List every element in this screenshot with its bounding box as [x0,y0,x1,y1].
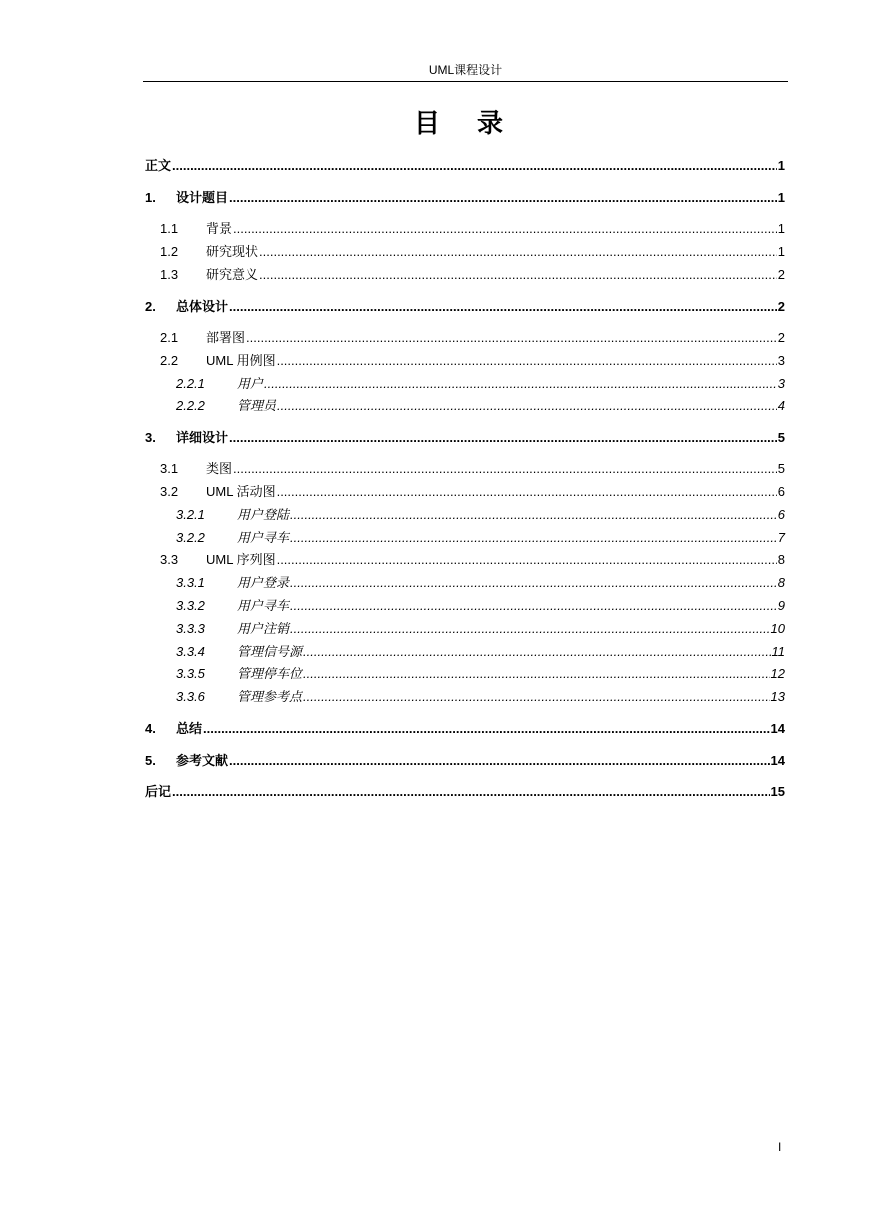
toc-entry-page: 2 [777,267,785,282]
toc-entry-number: 1.2 [160,244,179,259]
toc-entry[interactable] [145,529,785,547]
toc-entry[interactable] [145,506,785,524]
toc-entry[interactable] [145,597,785,615]
toc-entry-page: 4 [777,398,785,413]
toc-entry-number: 3.1 [160,461,179,476]
toc-dot-leader [259,266,777,284]
toc-entry[interactable] [145,429,785,447]
toc-entry-label: 背景 [206,221,233,236]
toc-entry-number: 2.2.1 [176,376,205,391]
toc-entry-number: 4. [145,721,156,736]
toc-entry-page: 5 [777,430,785,445]
toc-dot-leader [290,529,777,547]
toc-title: 目 录 [413,109,518,139]
toc-dot-leader [264,375,777,393]
toc-entry-page: 13 [770,689,785,704]
toc-entry-label: 管理停车位 [237,666,303,681]
toc-entry[interactable] [145,720,785,738]
toc-entry-label: UML 序列图 [206,552,276,567]
toc-dot-leader [277,352,777,370]
toc-entry-label: 用户注销 [237,621,290,636]
toc-dot-leader [229,429,777,447]
toc-entry-label: 总体设计 [176,299,229,314]
toc-entry-page: 14 [770,753,785,768]
toc-entry[interactable] [145,157,785,175]
toc-dot-leader [277,483,777,501]
toc-dot-leader [259,243,777,261]
toc-entry[interactable] [145,574,785,592]
toc-entry-number: 2. [145,299,156,314]
toc-entry-page: 5 [777,461,785,476]
toc-entry-page: 11 [771,644,785,659]
toc-entry-label: 正文 [145,158,172,173]
toc-entry-label: 管理参考点 [237,689,303,704]
toc-dot-leader [233,220,777,238]
toc-entry[interactable] [145,483,785,501]
toc-entry[interactable] [145,643,785,661]
toc-dot-leader [233,460,777,478]
toc-entry-page: 6 [777,507,785,522]
toc-entry-page: 3 [777,353,785,368]
toc-entry-number: 3.3.4 [176,644,205,659]
toc-entry-page: 1 [777,244,785,259]
toc-entry-number: 3.3.6 [176,689,205,704]
toc-entry-page: 12 [770,666,785,681]
toc-entry[interactable] [145,189,785,207]
toc-entry[interactable] [145,329,785,347]
toc-entry[interactable] [145,298,785,316]
toc-dot-leader [290,620,770,638]
toc-entry[interactable] [145,220,785,238]
toc-entry-number: 3.3 [160,552,179,567]
toc-entry-page: 1 [777,190,785,205]
page-number: I [778,1140,782,1154]
toc-entry[interactable] [145,665,785,683]
toc-entry-page: 1 [777,158,785,173]
toc-dot-leader [290,506,777,524]
header-rule [143,81,788,82]
toc-entry-label: 研究现状 [206,244,259,259]
toc-entry-number: 1.1 [160,221,179,236]
toc-entry-label: 用户登录 [237,575,290,590]
toc-dot-leader [229,189,777,207]
toc-dot-leader [277,551,777,569]
toc-entry-label: 详细设计 [176,430,229,445]
toc-entry-label: 后记 [145,784,172,799]
toc-dot-leader [303,688,770,706]
toc-entry[interactable] [145,783,785,801]
toc-entry-number: 2.2 [160,353,179,368]
toc-entry-page: 7 [777,530,785,545]
toc-entry-label: 用户登陆 [237,507,290,522]
toc-entry-page: 14 [770,721,785,736]
toc-entry-number: 3.2 [160,484,179,499]
toc-dot-leader [172,783,770,801]
toc-dot-leader [246,329,777,347]
toc-entry-label: 管理员 [237,398,277,413]
toc-dot-leader [229,752,770,770]
toc-entry-page: 6 [777,484,785,499]
toc-entry-label: 设计题目 [176,190,229,205]
page-header: UML课程设计 [428,63,503,77]
toc-entry-number: 3.3.2 [176,598,205,613]
toc-entry[interactable] [145,243,785,261]
toc-entry[interactable] [145,397,785,415]
toc-entry-number: 1.3 [160,267,179,282]
toc-entry-number: 5. [145,753,156,768]
toc-entry-page: 9 [777,598,785,613]
toc-entry-number: 2.2.2 [176,398,205,413]
toc-entry-label: UML 活动图 [206,484,276,499]
toc-entry-number: 2.1 [160,330,179,345]
toc-entry[interactable] [145,688,785,706]
toc-entry-label: 管理信号源 [237,644,303,659]
toc-entry-page: 8 [777,575,785,590]
toc-dot-leader [290,574,777,592]
toc-entry[interactable] [145,375,785,393]
toc-entry-number: 3.3.5 [176,666,205,681]
toc-entry-label: 参考文献 [176,753,229,768]
toc-dot-leader [172,157,777,175]
toc-entry[interactable] [145,266,785,284]
toc-entry[interactable] [145,551,785,569]
toc-entry-label: 研究意义 [206,267,259,282]
toc-entry[interactable] [145,620,785,638]
toc-entry-label: UML 用例图 [206,353,276,368]
toc-entry-label: 用户 [237,376,264,391]
toc-entry-page: 3 [777,376,785,391]
toc-dot-leader [203,720,770,738]
toc-entry[interactable] [145,752,785,770]
toc-entry-page: 1 [777,221,785,236]
toc-entry-label: 用户寻车 [237,530,290,545]
toc-entry-page: 2 [777,299,785,314]
toc-entry[interactable] [145,460,785,478]
toc-entry-label: 类图 [206,461,233,476]
toc-entry-number: 3. [145,430,156,445]
toc-entry-page: 15 [770,784,785,799]
toc-dot-leader [277,397,777,415]
toc-entry-label: 部署图 [206,330,246,345]
toc-entry-page: 2 [777,330,785,345]
toc-dot-leader [303,665,770,683]
toc-entry-number: 1. [145,190,156,205]
toc-dot-leader [290,597,777,615]
toc-entry-number: 3.2.2 [176,530,205,545]
toc-entry-label: 用户寻车 [237,598,290,613]
toc-entry-page: 10 [770,621,785,636]
toc-entry[interactable] [145,352,785,370]
toc-entry-label: 总结 [176,721,203,736]
toc-dot-leader [229,298,777,316]
toc-entry-number: 3.2.1 [176,507,205,522]
toc-dot-leader [303,643,770,661]
toc-entry-number: 3.3.3 [176,621,205,636]
toc-entry-page: 8 [777,552,785,567]
toc-entry-number: 3.3.1 [176,575,205,590]
